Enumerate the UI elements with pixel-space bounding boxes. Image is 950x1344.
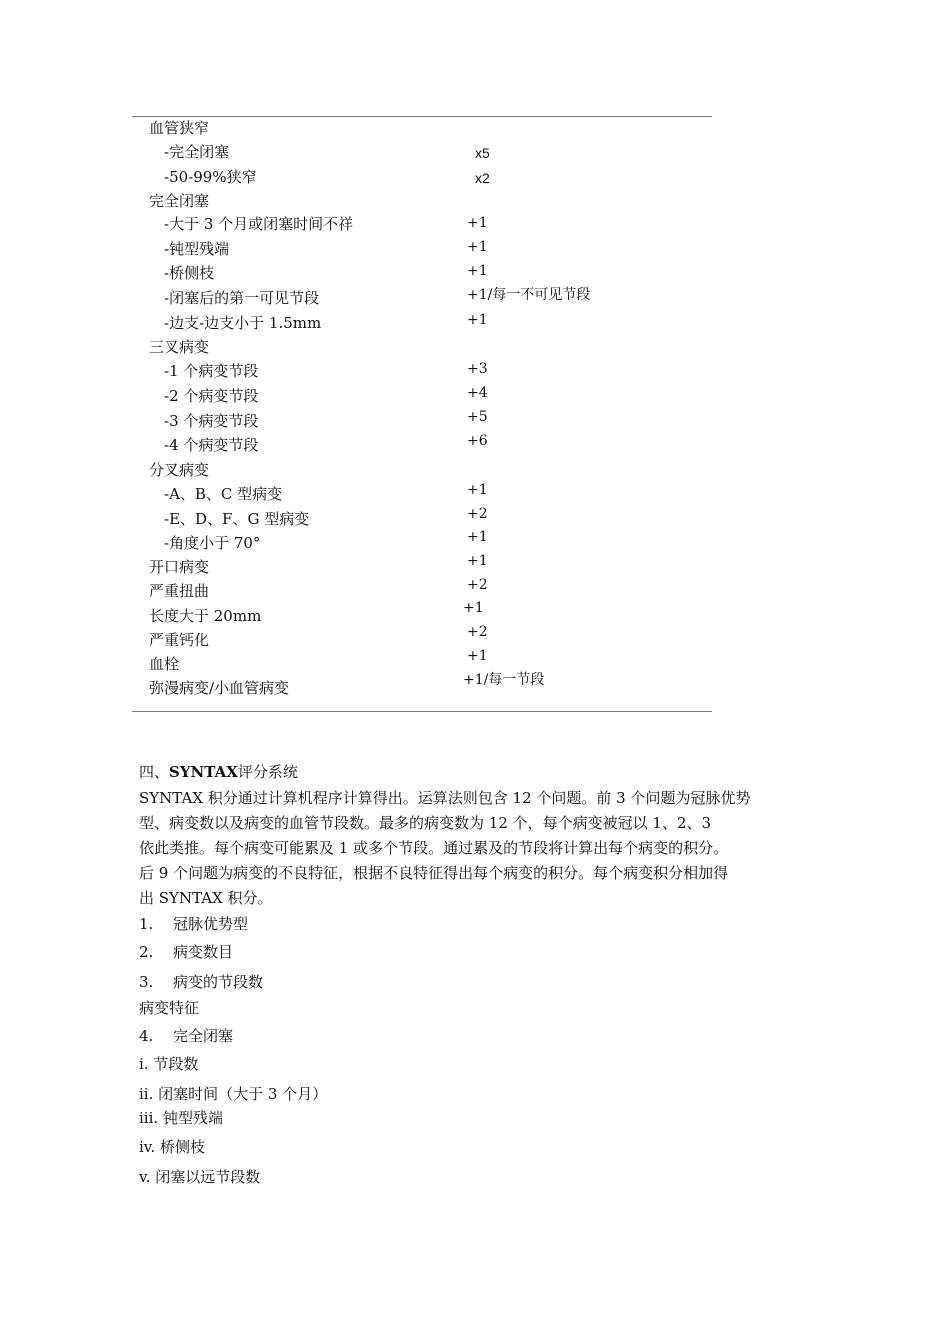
table-row-value: +2 — [467, 577, 488, 593]
table-row-value: +2 — [467, 506, 488, 522]
table-row-value: +1 — [467, 529, 488, 545]
table-row-label: 开口病变 — [149, 558, 210, 576]
paragraph-line: SYNTAX 积分通过计算机程序计算得出。运算法则包含 12 个问题。前 3 个问题为冠脉优势 — [139, 789, 751, 807]
table-row-label: 严重扭曲 — [149, 582, 210, 600]
sublist-item-text: 钝型残端 — [162, 1109, 223, 1127]
table-row-value: +3 — [467, 361, 488, 377]
table-row-value: x2 — [475, 170, 490, 186]
table-row-value: +6 — [467, 433, 488, 449]
table-row-label: -钝型残端 — [164, 240, 230, 258]
sublist-item-text: 闭塞时间（大于 3 个月） — [158, 1085, 328, 1103]
table-row-value: +1/每一不可见节段 — [467, 287, 591, 303]
sublist-item-text: 闭塞以远节段数 — [155, 1168, 261, 1186]
table-row-value: +1 — [467, 648, 488, 664]
table-row-label: -50-99%狭窄 — [164, 168, 257, 186]
list-item-text: 冠脉优势型 — [173, 915, 249, 933]
table-row-value: +1 — [467, 239, 488, 255]
sublist-item-number: i. — [139, 1055, 149, 1073]
list-item-text: 病变的节段数 — [173, 973, 264, 991]
sublist-item — [139, 1137, 205, 1157]
table-row-label: -2 个病变节段 — [164, 387, 259, 405]
section-heading-bold: SYNTAX — [169, 763, 238, 781]
table-row-label: -闭塞后的第一可见节段 — [164, 289, 320, 307]
paragraph-line: 出 SYNTAX 积分。 — [139, 889, 273, 907]
table-row-label: 血栓 — [149, 655, 180, 673]
table-row-label: 长度大于 20mm — [149, 607, 262, 625]
list-item — [139, 942, 233, 962]
list-item-text: 完全闭塞 — [173, 1027, 234, 1045]
table-row-label: -边支-边支小于 1.5mm — [164, 314, 322, 332]
list-item-number: 1. — [139, 915, 154, 933]
table-row-label: 完全闭塞 — [149, 192, 210, 210]
paragraph-line: 依此类推。每个病变可能累及 1 或多个节段。通过累及的节段将计算出每个病变的积分。 — [139, 839, 729, 857]
section-heading — [139, 762, 298, 782]
table-bottom-rule — [132, 711, 712, 712]
table-row-label: -3 个病变节段 — [164, 412, 259, 430]
sublist-item-number: v. — [139, 1168, 151, 1186]
table-row-label: -A、B、C 型病变 — [164, 485, 283, 503]
table-row-label: -角度小于 70° — [164, 534, 261, 552]
sublist-item — [139, 1167, 260, 1187]
table-row-value: +4 — [467, 385, 488, 401]
table-row-label: -大于 3 个月或闭塞时间不祥 — [164, 215, 354, 233]
table-row-label: 弥漫病变/小血管病变 — [149, 679, 290, 697]
table-row-value: +1/每一节段 — [463, 672, 545, 688]
sublist-item-text: 桥侧枝 — [160, 1138, 206, 1156]
table-row-value: +2 — [467, 624, 488, 640]
table-row-label: 分叉病变 — [149, 461, 210, 479]
list-item — [139, 914, 248, 934]
list-item — [139, 972, 263, 992]
paragraph-line: 后 9 个问题为病变的不良特征，根据不良特征得出每个病变的积分。每个病变积分相加得 — [139, 864, 729, 882]
table-row-value: +1 — [467, 263, 488, 279]
list-item-number: 4. — [139, 1027, 154, 1045]
sublist-item — [139, 1108, 223, 1128]
table-row-label: 三叉病变 — [149, 338, 210, 356]
table-row-label: -1 个病变节段 — [164, 362, 259, 380]
table-row-label: 血管狭窄 — [149, 119, 210, 137]
sublist-item-text: 节段数 — [153, 1055, 199, 1073]
table-row-value: +1 — [467, 553, 488, 569]
table-row-value: +1 — [467, 215, 488, 231]
table-row-label: -4 个病变节段 — [164, 436, 259, 454]
table-row-value: +1 — [467, 312, 488, 328]
list-item-number: 3. — [139, 973, 154, 991]
paragraph-line: 型、病变数以及病变的血管节段数。最多的病变数为 12 个，每个病变被冠以 1、2、3 — [139, 814, 712, 832]
list-item — [139, 1026, 233, 1046]
sublist-item — [139, 1054, 198, 1074]
sublist-item-number: iii. — [139, 1109, 159, 1127]
table-row-value: +1 — [467, 482, 488, 498]
table-row-value: x5 — [475, 145, 490, 161]
table-row-label: -桥侧枝 — [164, 264, 215, 282]
table-row-value: +1 — [463, 600, 484, 616]
sublist-item — [139, 1084, 327, 1104]
section-heading-suffix: 评分系统 — [237, 763, 298, 781]
table-row-value: +5 — [467, 409, 488, 425]
section-heading-prefix: 四、 — [139, 763, 170, 781]
subheading: 病变特征 — [139, 999, 200, 1017]
sublist-item-number: iv. — [139, 1138, 156, 1156]
table-top-rule — [132, 116, 712, 117]
list-item-text: 病变数目 — [173, 943, 234, 961]
table-row-label: -E、D、F、G 型病变 — [164, 510, 310, 528]
sublist-item-number: ii. — [139, 1085, 154, 1103]
table-row-label: 严重钙化 — [149, 631, 210, 649]
table-row-label: -完全闭塞 — [164, 143, 230, 161]
list-item-number: 2. — [139, 943, 154, 961]
